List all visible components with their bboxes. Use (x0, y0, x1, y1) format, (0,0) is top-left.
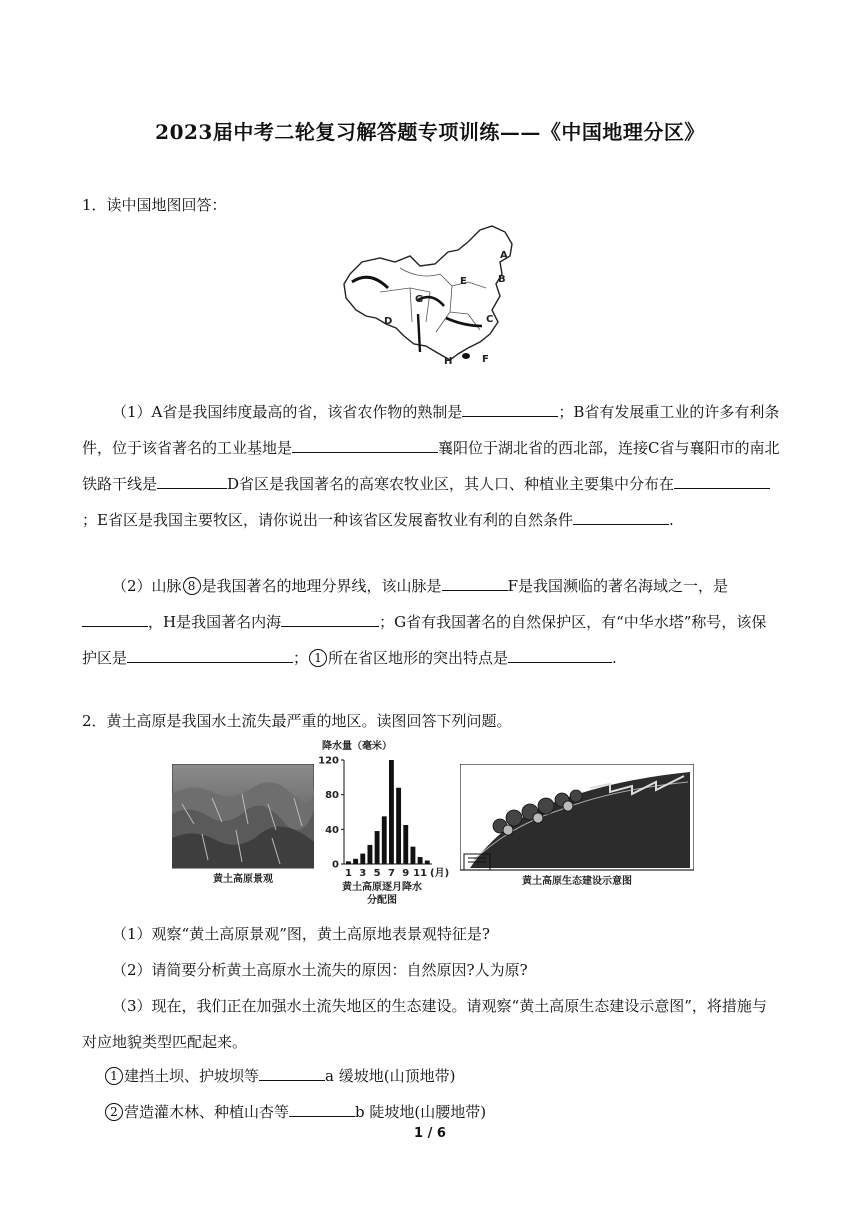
page-title: 2023届中考二轮复习解答题专项训练——《中国地理分区》 (155, 120, 705, 144)
chart-caption-line1: 黄土高原逐月降水 (342, 882, 422, 893)
page-number: 1 / 6 (414, 1126, 446, 1141)
blank-reserve[interactable] (127, 644, 293, 663)
precip-bar-month-1 (346, 861, 351, 864)
question-2-sub-3: （3）现在，我们正在加强水土流失地区的生态建设。请观察“黄土高原生态建设示意图”，将措施与对应地貌类型匹配起来。 (82, 997, 767, 1051)
blank-crop-system[interactable] (462, 398, 558, 417)
question-2-sub-2: （2）请简要分析黄土高原水土流失的原因：自然原因?人为原? (112, 961, 528, 979)
map-label-c: C (486, 314, 494, 325)
y-tick-label: 0 (332, 859, 339, 871)
blank-inland-sea[interactable] (281, 608, 379, 627)
map-label-d: D (384, 316, 393, 327)
y-tick-label: 120 (318, 755, 339, 767)
question-1-part-2: （2）山脉 8 是我国著名的地理分界线，该山脉是 F是我国濒临的著名海域之一，是，H是我国著名内海 ；G省有我国著名的自然保护区，有“中华水塔”称号，该保护区是 ； 1 所在省区地形的突出特点是 . (82, 568, 780, 676)
precip-bar-month-9 (403, 825, 408, 864)
y-tick-label: 80 (325, 790, 339, 802)
precipitation-chart (318, 738, 458, 908)
question-2-sub-1: （1）观察“黄土高原景观”图，黄土高原地表景观特征是? (112, 925, 490, 943)
x-tick-label: 5 (373, 868, 381, 879)
chart-x-axis-label: (月) (430, 868, 450, 879)
ecological-construction-diagram (460, 764, 694, 890)
blank-distribution[interactable] (674, 470, 770, 489)
match-row-2: 2 营造灌木林、种植山杏等 b 陡坡地(山腰地带) (104, 1098, 486, 1122)
x-tick-label: 9 (402, 868, 410, 879)
map-label-a: A (500, 250, 508, 261)
chart-y-axis-label: 降水量（毫米） (322, 741, 392, 752)
y-tick-label: 40 (325, 824, 339, 836)
map-label-g: G (415, 294, 424, 305)
precip-bar-month-2 (353, 859, 358, 864)
blank-terrain[interactable] (508, 644, 612, 663)
blank-railway[interactable] (157, 470, 227, 489)
x-tick-label: 3 (359, 868, 367, 879)
blank-match-2[interactable] (289, 1098, 355, 1117)
circled-number-1: 1 (309, 649, 327, 667)
x-tick-label: 11 (413, 868, 428, 879)
precip-bar-month-12 (425, 861, 430, 864)
map-label-b: B (498, 274, 506, 285)
precip-bar-month-7 (389, 760, 394, 864)
china-map-figure (340, 222, 525, 367)
precip-bar-month-3 (360, 854, 365, 864)
question-1-part-1: （1）A省是我国纬度最高的省，该省农作物的熟制是 ；B省有发展重工业的许多有利条件，位于该省著名的工业基地是 襄阳位于湖北省的西北部，连接C省与襄阳市的南北铁路干线是 D省区是我国著名的高寒农牧业区，其人口、种植业主要集中分布在；E省区是我国主要牧区，请你说出一种该省区发展畜牧业有利的自然条件 . (82, 394, 780, 538)
precip-bar-month-5 (375, 831, 380, 864)
precip-bar-month-6 (382, 816, 387, 864)
chart-caption-line2: 分配图 (367, 895, 397, 906)
match-number-1: 1 (105, 1067, 123, 1085)
precip-bar-month-8 (396, 788, 401, 864)
x-tick-label: 7 (387, 868, 395, 879)
question-1-stem: 1．读中国地图回答： (82, 196, 227, 214)
match-row-1: 1 建挡土坝、护坡坝等 a 缓坡地(山顶地带) (104, 1062, 455, 1086)
blank-sea-f[interactable] (82, 608, 148, 627)
blank-natural-condition[interactable] (573, 506, 669, 525)
blank-match-1[interactable] (259, 1062, 325, 1081)
diagram-caption: 黄土高原生态建设示意图 (522, 876, 632, 887)
circled-number-8: 8 (183, 577, 201, 595)
blank-industrial-base[interactable] (292, 434, 438, 453)
precip-bar-month-11 (418, 857, 423, 864)
blank-mountain[interactable] (442, 572, 508, 591)
map-label-h: H (444, 356, 453, 367)
precip-bar-month-4 (368, 845, 373, 864)
match-number-2: 2 (105, 1103, 123, 1121)
photo-caption: 黄土高原景观 (213, 874, 273, 885)
map-label-f: F (482, 354, 489, 365)
question-2-stem: 2．黄土高原是我国水土流失最严重的地区。读图回答下列问题。 (82, 712, 512, 730)
x-tick-label: 1 (344, 868, 352, 879)
loess-landscape-photo (172, 764, 314, 890)
precip-bar-month-10 (411, 847, 416, 864)
map-label-e: E (460, 276, 467, 287)
